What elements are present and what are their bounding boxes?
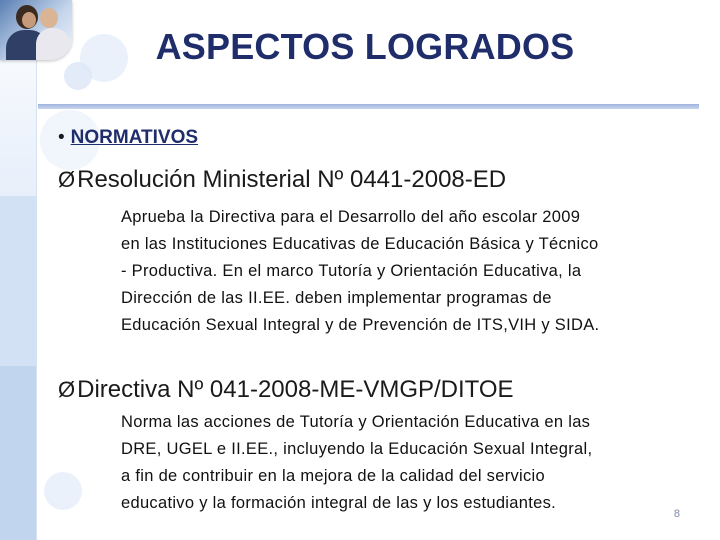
photo-person-face	[22, 12, 36, 28]
arrow-bullet-icon: Ø	[58, 167, 76, 192]
left-decorative-band	[0, 0, 37, 540]
photo-person2-head	[40, 8, 58, 28]
slide-title: ASPECTOS LOGRADOS	[155, 26, 575, 67]
item-heading-1	[58, 166, 506, 194]
title-divider	[38, 104, 699, 109]
section-label: NORMATIVOS	[70, 127, 199, 148]
item-heading-text: Directiva Nº 041-2008-ME-VMGP/DITOE	[77, 376, 514, 403]
bullet-icon: •	[58, 127, 65, 148]
body-line: Educación Sexual Integral y de Prevención de ITS,VIH y SIDA.	[121, 316, 600, 334]
body-line: Dirección de las II.EE. deben implementar programas de	[121, 289, 552, 307]
arrow-bullet-icon: Ø	[58, 377, 76, 402]
body-line: en las Instituciones Educativas de Educación Básica y Técnico	[121, 235, 599, 253]
item-heading-2	[58, 376, 514, 404]
band-stripe	[0, 196, 36, 366]
decorative-bubble	[44, 472, 82, 510]
photo-person2-body	[36, 28, 70, 60]
page-number: 8	[673, 508, 680, 520]
band-stripe	[0, 366, 36, 540]
header-photo	[0, 0, 72, 60]
item-body-1	[121, 204, 691, 339]
body-line: - Productiva. En el marco Tutoría y Orientación Educativa, la	[121, 262, 582, 280]
body-line: Norma las acciones de Tutoría y Orientación Educativa en las	[121, 413, 591, 431]
body-line: educativo y la formación integral de las y los estudiantes.	[121, 494, 557, 512]
body-line: DRE, UGEL e II.EE., incluyendo la Educación Sexual Integral,	[121, 440, 593, 458]
item-body-2	[121, 409, 691, 517]
body-line: a fin de contribuir en la mejora de la calidad del servicio	[121, 467, 546, 485]
item-heading-text: Resolución Ministerial Nº 0441-2008-ED	[77, 166, 507, 193]
section-heading	[58, 127, 198, 149]
body-line: Aprueba la Directiva para el Desarrollo del año escolar 2009	[121, 208, 581, 226]
decorative-bubble	[64, 62, 92, 90]
